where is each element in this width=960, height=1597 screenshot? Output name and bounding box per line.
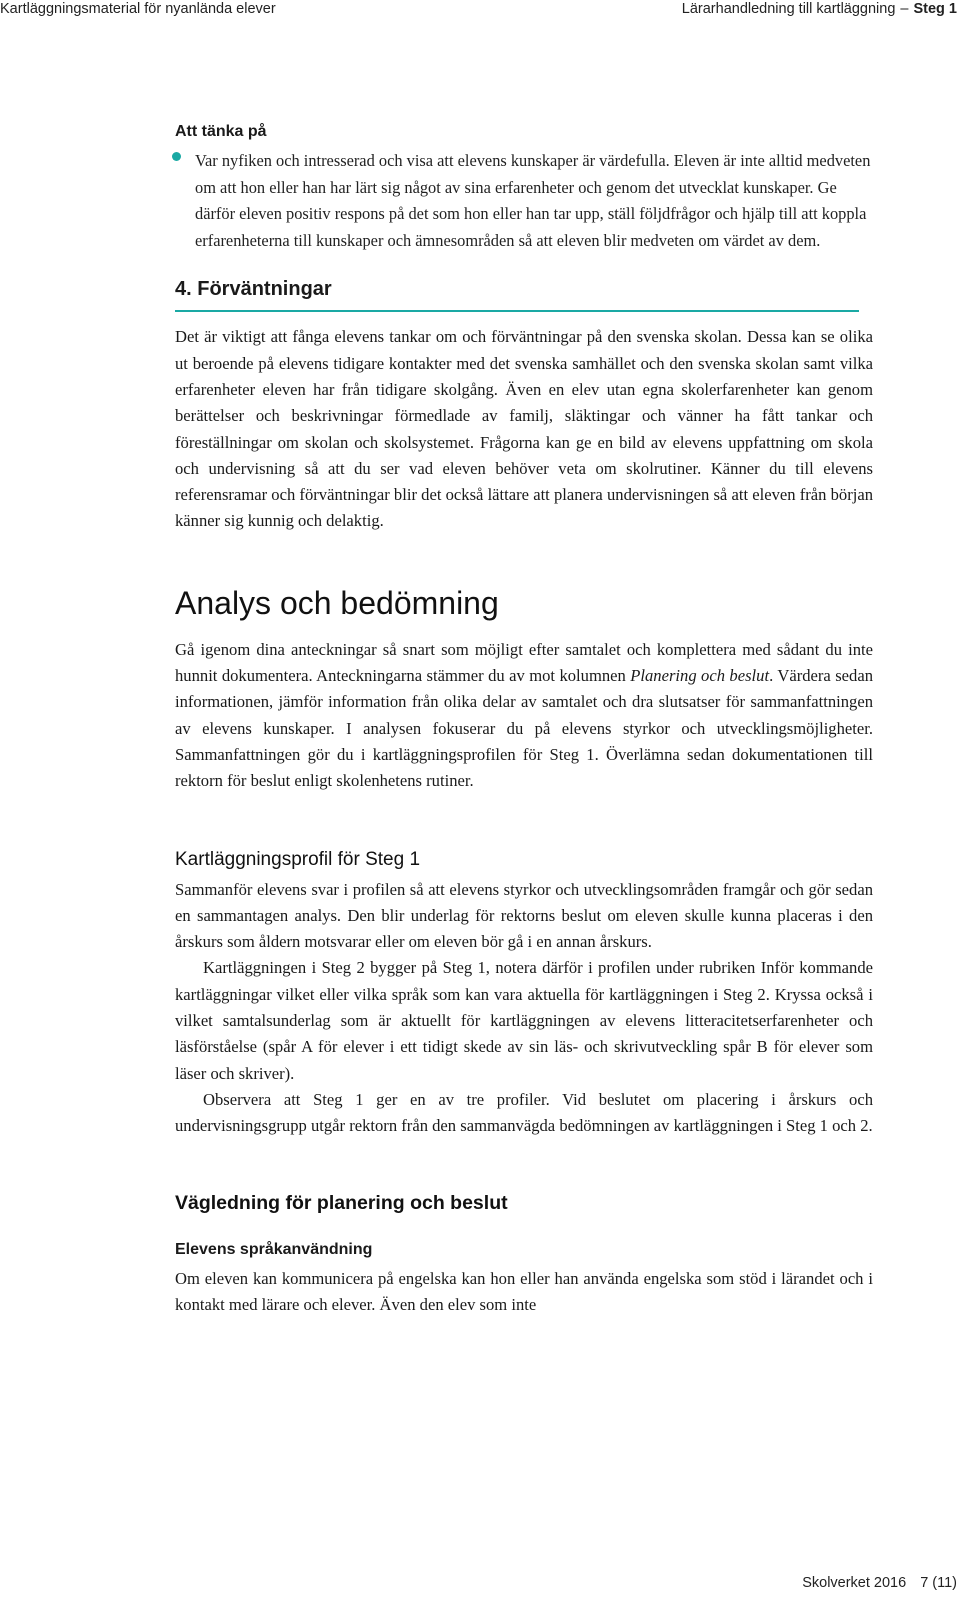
think-bullet-item (175, 148, 873, 254)
analysis-paragraph (175, 637, 873, 795)
analysis-text-1: Gå igenom dina anteckningar så snart som möjligt efter samtalet och komplettera med sådant du inte hunnit dokumentera. Anteckningarna stämmer du av mot kolumnen (175, 639, 873, 686)
guidance-heading: Vägledning för planering och beslut (175, 1191, 508, 1214)
footer-page-number: 7 (11) (920, 1575, 957, 1591)
think-bullet-text: Var nyfiken och intresserad och visa att elevens kunskaper är värdefulla. Eleven är inte alltid medveten om att hon eller han har lärt sig något av sina erfarenheter och genom det utvecklat kunskaper. Ge därför eleven positiv respons på det som hon eller han tar upp, ställ följdfrågor och hjälp till att koppla erfarenheterna till kunskaper och ämnesområden så att eleven blir medveten om värdet av dem. (195, 151, 871, 250)
page-content (175, 120, 873, 1318)
expectations-heading: 4. Förväntningar (175, 276, 859, 312)
expectations-paragraph: Det är viktigt att fånga elevens tankar om och förväntningar på den svenska skolan. Dessa kan se olika ut beroende på elevens tidigare kontakter med det svenska samhället och den svenska skolan samt vilka erfarenheter eleven har från tidigare skolgång. Även en elev utan egna skolerfarenheter kan genom berättelser och beskrivningar förmedlade av familj, släktingar och vänner ha fått tankar och föreställningar om skolan och skolsystemet. Frågorna kan ge en bild av elevens uppfattning om skola och undervisning så att du ser vad eleven behöver veta om skolrutiner. Känner du till elevens referensramar och förväntningar blir det också lättare att planera undervisningen så att eleven från början känner sig kunnig och delaktig. (175, 327, 873, 531)
page-footer (802, 1575, 957, 1591)
header-document-title: Kartläggningsmaterial för nyanlända elever (0, 1, 276, 17)
profile-paragraph-2: Kartläggningen i Steg 2 bygger på Steg 1, notera därför i profilen under rubriken Inför kommande kartläggningar vilket eller vilka språk som kan vara aktuella för kartläggningen i Steg 2. Kryssa också i vilket samtalsunderlag som är aktuellt för kartläggningen av elevens litteracitetserfarenheter och läsförståelse (spår A för elever i ett tidigt skede av sin läs- och skrivutveckling spår B för elever som läser och skriver). (175, 958, 873, 1083)
think-heading: Att tänka på (175, 123, 267, 140)
analysis-heading: Analys och bedömning (175, 584, 499, 621)
profile-heading: Kartläggningsprofil för Steg 1 (175, 848, 421, 870)
header-section-title (682, 1, 957, 17)
guidance-paragraph: Om eleven kan kommunicera på engelska kan hon eller han använda engelska som stöd i lärandet och i kontakt med lärare och elever. Även den elev som inte (175, 1268, 873, 1314)
footer-publisher: Skolverket 2016 (802, 1575, 907, 1591)
page-header (0, 0, 960, 24)
header-dash: – (900, 1, 909, 17)
profile-paragraph-3: Observera att Steg 1 ger en av tre profiler. Vid beslutet om placering i årskurs och undervisningsgrupp utgår rektorn från den sammanvägda bedömningen av kartläggningen i Steg 1 och 2. (175, 1089, 873, 1136)
header-guide-title: Lärarhandledning till kartläggning (681, 1, 896, 17)
analysis-column-name: Planering och beslut (630, 666, 770, 686)
bullet-dot-icon (172, 152, 181, 161)
guidance-subheading: Elevens språkanvändning (175, 1240, 373, 1258)
header-step: Steg 1 (913, 1, 957, 17)
analysis-text-2: . Värdera sedan informationen, jämför information från olika delar av samtalet och dra slutsatser för sammanfattningen av elevens kunskaper. I analysen fokuserar du på elevens styrkor och utvecklingsmöjligheter. Sammanfattningen gör du i kartläggningsprofilen för Steg 1. Överlämna sedan dokumentationen till rektorn för beslut enligt skolenhetens rutiner. (175, 666, 873, 791)
profile-paragraph-1: Sammanför elevens svar i profilen så att elevens styrkor och utvecklingsområden framgår och gör sedan en sammantagen analys. Den blir underlag för rektorns beslut om eleven skulle kunna placeras i den årskurs som åldern motsvarar eller om eleven bör gå i en annan årskurs. (175, 879, 873, 952)
